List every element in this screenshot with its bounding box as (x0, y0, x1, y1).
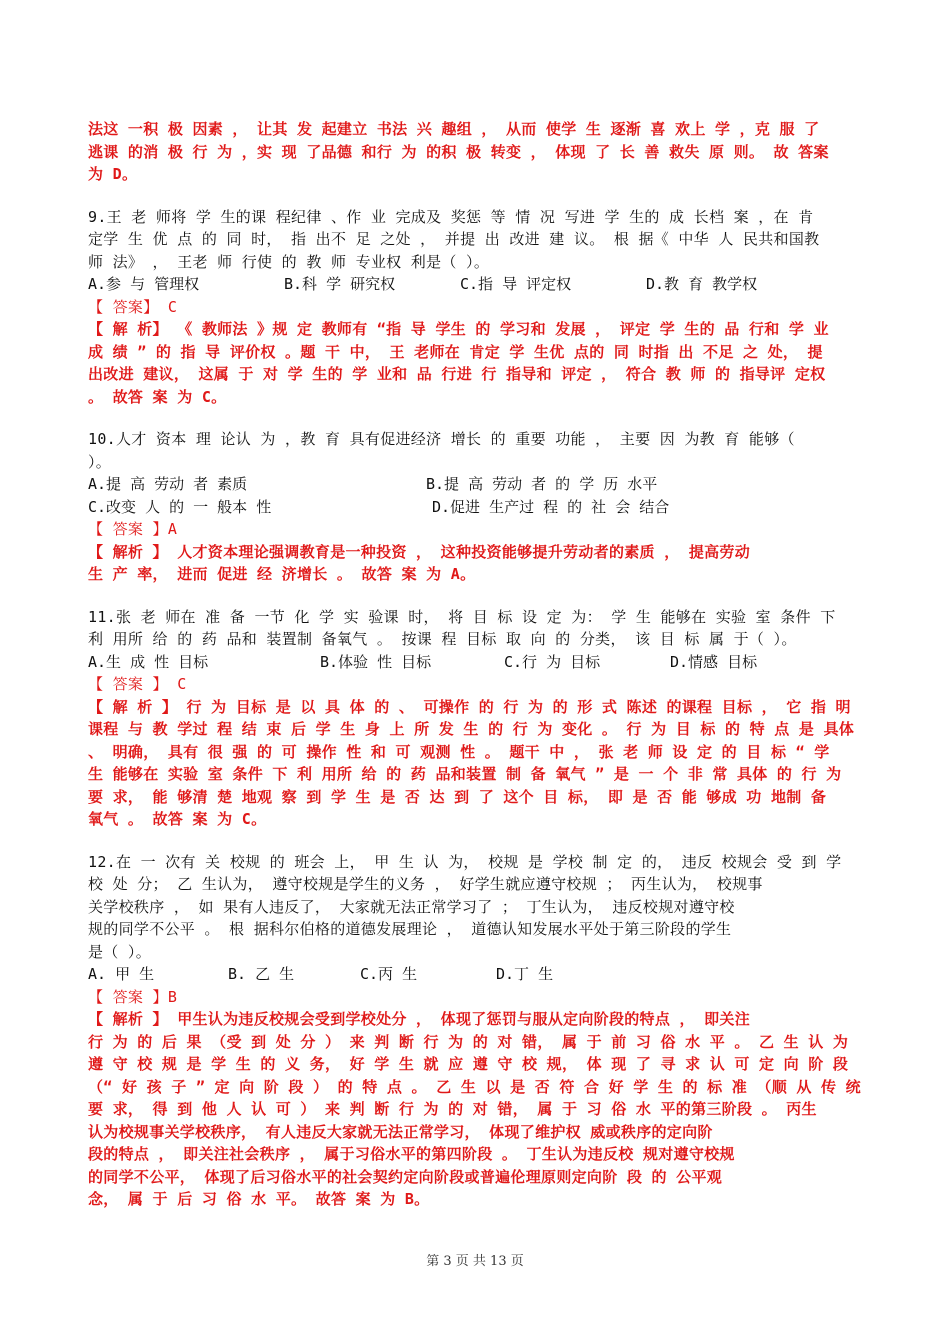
analysis-line: 的同学不公平， 体现了后习俗水平的社会契约定向阶段或普遍伦理原则定向阶 段 的 公平观 (88, 1167, 723, 1186)
option-a: A. 甲 生 (88, 965, 155, 983)
text-line: 法这 一积 极 因素 ， 让其 发 起建立 书法 兴 趣组 ， 从而 使学 生 逐渐 喜 欢上 学 ，克 服 了 (88, 120, 820, 138)
option-b: B.科 学 研究权 (284, 275, 396, 293)
question-stem-line: 师 法》 ， 王老 师 行使 的 教 师 专业权 利是（ ）。 (88, 252, 490, 271)
question-9 (88, 206, 860, 409)
question-stem-line: 规的同学不公平 。 根 据科尔伯格的道德发展理论 ， 道德认知发展水平处于第三阶段的学生 (88, 920, 732, 938)
question-stem-line: 定学 生 优 点 的 同 时， 指 出不 足 之处 ， 并提 出 改进 建 议。 根 据《 中华 人 民共和国教 (88, 230, 820, 248)
question-stem-line: 校 处 分； 乙 生认为， 遵守校规是学生的义务 ， 好学生就应遵守校规 ； 丙生认为， 校规事 (88, 875, 763, 893)
options-row (88, 651, 860, 674)
option-c: C.丙 生 (360, 965, 418, 983)
analysis-line: 认为校规事关学校秩序， 有人违反大家就无法正常学习， 体现了维护权 威或秩序的定向阶 (88, 1122, 713, 1141)
question-stem-line: 11.张 老 师在 准 备 一节 化 学 实 验课 时， 将 目 标 设 定 为： 学 生 能够在 实验 室 条件 下 (88, 607, 836, 626)
analysis-line: 课程 与 教 学过 程 结 束 后 学 生 身 上 所 发 生 的 行 为 变化 。 行 为 目 标 的 特 点 是 具体 (88, 720, 855, 738)
analysis-line: 氧气 。 故答 案 为 C。 (88, 810, 267, 828)
analysis-line: 、 明确， 具有 很 强 的 可 操作 性 和 可 观测 性 。 题干 中 ， 张 老 师 设 定 的 目 标 “ 学 (88, 742, 830, 761)
options-row (88, 273, 860, 296)
option-b: B.体验 性 目标 (320, 652, 432, 671)
options-row (88, 496, 860, 519)
analysis-line: 段的特点 ， 即关注社会秩序 ， 属于习俗水平的第四阶段 。 丁生认为违反校 规对遵守校规 (88, 1145, 735, 1163)
options-row (88, 963, 860, 986)
answer-line: 【 答案 】 C (88, 675, 187, 693)
option-d: D.教 育 教学权 (646, 275, 758, 293)
option-d: D.丁 生 (496, 965, 554, 983)
option-a: A.生 成 性 目标 (88, 652, 209, 671)
question-11 (88, 606, 860, 831)
analysis-line: 遵 守 校 规 是 学 生 的 义 务， 好 学 生 就 应 遵 守 校 规， 体 现 了 寻 求 认 可 定 向 阶 段 (88, 1055, 849, 1073)
analysis-line: 【 解 析 】 行 为 目标 是 以 具 体 的 、 可操作 的 行 为 的 形 式 陈述 的课程 目标 ， 它 指 明 (88, 697, 851, 716)
question-10 (88, 428, 860, 586)
question-stem-line: 关学校秩序 ， 如 果有人违反了， 大家就无法正常学习了 ； 丁生认为， 违反校规对遵守校 (88, 897, 735, 916)
option-c: C.指 导 评定权 (460, 275, 572, 293)
question-stem-line: ）。 (88, 452, 112, 471)
question-stem-line: 是（ ）。 (88, 942, 152, 961)
answer-line: 【 答案 】B (88, 987, 178, 1006)
analysis-line: 【 解析 】 人才资本理论强调教育是一种投资 ， 这种投资能够提升劳动者的素质 ， 提高劳动 (88, 542, 751, 561)
option-b: B. 乙 生 (228, 965, 295, 983)
analysis-line: 念， 属 于 后 习 俗 水 平。 故答 案 为 B。 (88, 1190, 430, 1208)
analysis-line: 行 为 的 后 果 （受 到 处 分 ） 来 判 断 行 为 的 对 错， 属 于 前 习 俗 水 平 。 乙 生 认 为 (88, 1032, 849, 1051)
analysis-line: 【 解 析】 《 教师法 》规 定 教师有 “指 导 学生 的 学习和 发展 ， 评定 学 生的 品 行和 学 业 (88, 320, 829, 338)
analysis-line: 要 求， 得 到 他 人 认 可 ） 来 判 断 行 为 的 对 错， 属 于 习 俗 水 平的第三阶段 。 丙生 (88, 1100, 817, 1118)
question-stem-line: 12.在 一 次有 关 校规 的 班会 上， 甲 生 认 为， 校规 是 学校 制 定 的， 违反 校规会 受 到 学 (88, 852, 842, 871)
question-stem-line: 9.王 老 师将 学 生的课 程纪律 、作 业 完成及 奖惩 等 情 况 写进 学 生的 成 长档 案 ，在 肯 (88, 207, 814, 226)
text-line: 为 D。 (88, 165, 138, 183)
question-stem-line: 10.人才 资本 理 论认 为 ，教 育 具有促进经济 增长 的 重要 功能 ， 主要 因 为教 育 能够（ (88, 430, 795, 448)
question-stem-line: 利 用所 给 的 药 品和 装置制 备氧气 。 按课 程 目标 取 向 的 分类， 该 目 标 属 于（ ）。 (88, 630, 797, 648)
analysis-line: 要 求， 能 够清 楚 地观 察 到 学 生 是 否 达 到 了 这个 目 标， 即 是 否 能 够成 功 地制 备 (88, 787, 827, 806)
option-c: C.行 为 目标 (504, 652, 601, 671)
option-d: D.情感 目标 (670, 652, 758, 671)
option-a: A.提 高 劳动 者 素质 (88, 475, 248, 493)
option-a: A.参 与 管理权 (88, 275, 200, 293)
analysis-line: 出改进 建议， 这属 于 对 学 生的 学 业和 品 行进 行 指导和 评定 ， 符合 教 师 的 指导评 定权 (88, 365, 826, 383)
page-number-label: 第 3 页 共 13 页 (426, 1254, 524, 1269)
option-d: D.促进 生产过 程 的 社 会 结合 (432, 497, 670, 516)
analysis-line: 成 绩 ” 的 指 导 评价权 。题 干 中， 王 老师在 肯定 学 生优 点的 同 时指 出 不足 之 处， 提 (88, 342, 823, 361)
text-line: 逃课 的消 极 行 为 ，实 现 了品德 和行 为 的积 极 转变 ， 体现 了 长 善 救失 原 则。 故 答案 (88, 142, 829, 161)
analysis-line: 【 解析 】 甲生认为违反校规会受到学校处分 ， 体现了惩罚与服从定向阶段的特点 ， 即关注 (88, 1010, 751, 1028)
answer-line: 【 答案 】A (88, 520, 178, 538)
analysis-line: 生 产 率， 进而 促进 经 济增长 。 故答 案 为 A。 (88, 565, 476, 583)
answer-line: 【 答案】 C (88, 297, 178, 316)
options-row (88, 473, 860, 496)
page-footer (0, 1250, 950, 1269)
page-content (88, 118, 860, 1211)
analysis-line: 。 故答 案 为 C。 (88, 387, 227, 406)
carryover-analysis (88, 118, 860, 186)
analysis-line: 生 能够在 实验 室 条件 下 利 用所 给 的 药 品和装置 制 备 氧气 ” 是 一 个 非 常 具体 的 行 为 (88, 765, 842, 783)
option-c: C.改变 人 的 一 般本 性 (88, 497, 272, 516)
question-12 (88, 851, 860, 1211)
analysis-line: （“ 好 孩 子 ” 定 向 阶 段 ） 的 特 点 。 乙 生 以 是 否 符 合 好 学 生 的 标 准 （顺 从 传 统 (88, 1077, 861, 1096)
option-b: B.提 高 劳动 者 的 学 历 水平 (426, 475, 658, 493)
